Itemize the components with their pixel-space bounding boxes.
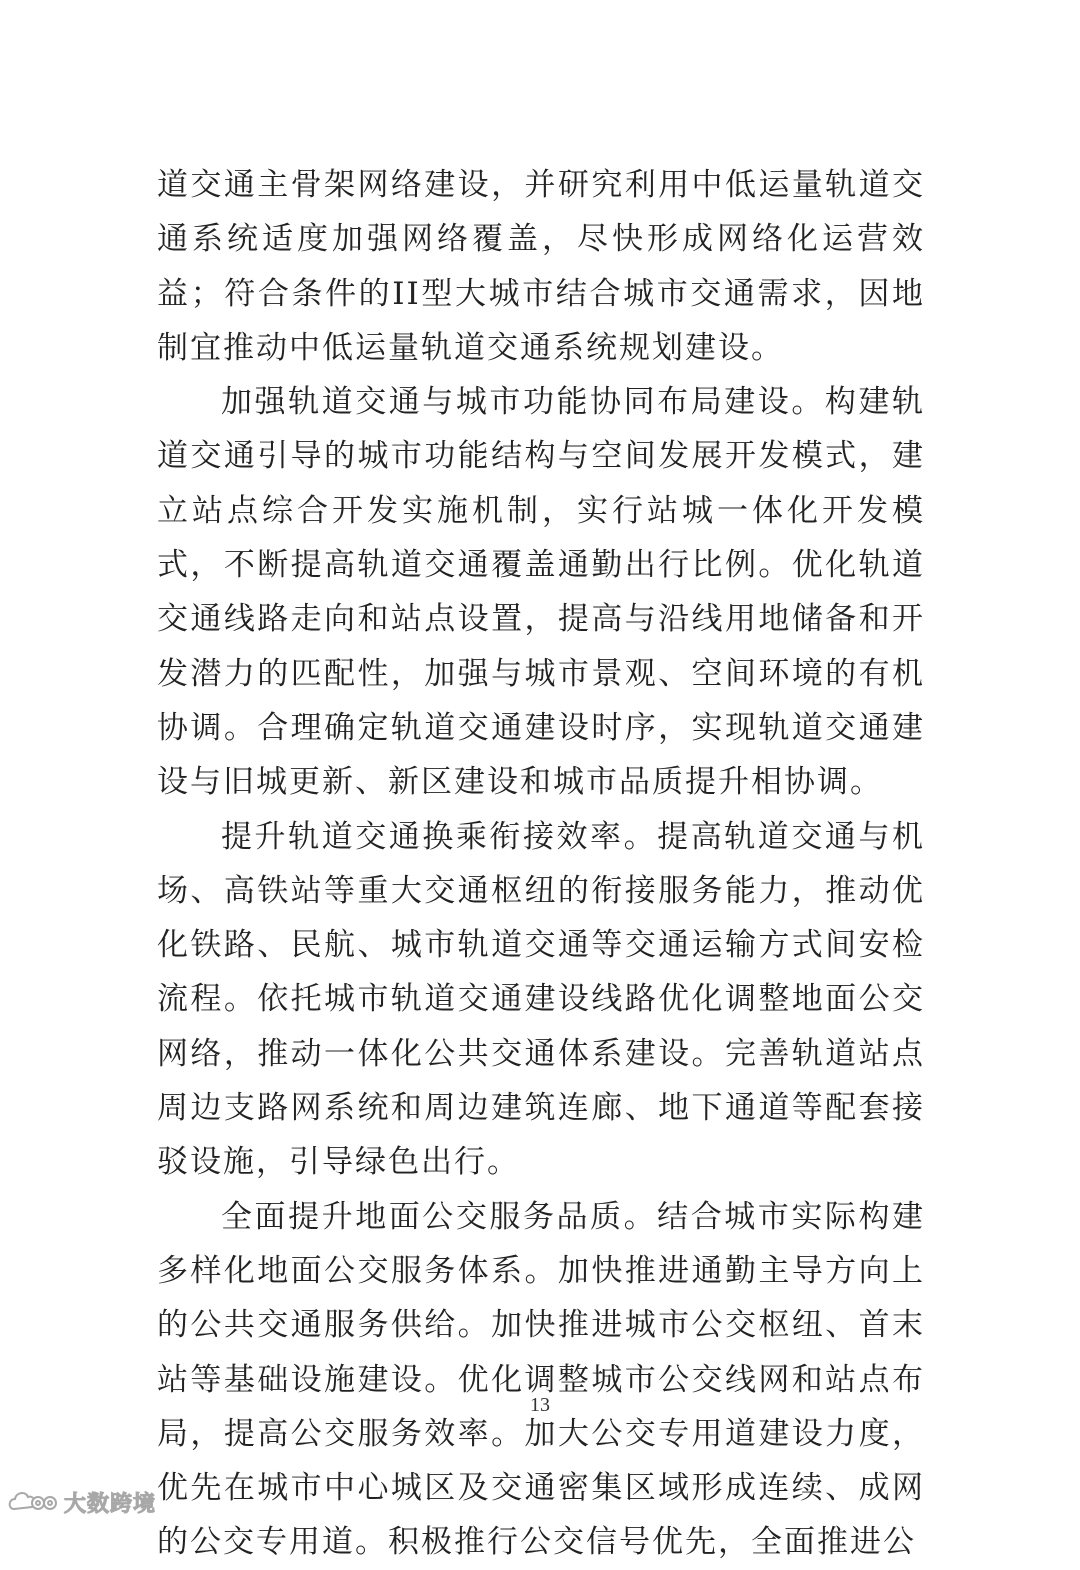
paragraph-4: 全面提升地面公交服务品质。结合城市实际构建多样化地面公交服务体系。加快推进通勤主导方向上的公共交通服务供给。加快推进城市公交枢纽、首末站等基础设施建设。优化调整城市公交线网和站点布局，提高公交服务效率。加大公交专用道建设力度，优先在城市中心城区及交通密集区域形成连续、成网的公交专用道。积极推行公交信号优先，全面推进公: [157, 1198, 925, 1561]
cloud-logo-icon: [6, 1487, 58, 1517]
paragraph-2: 加强轨道交通与城市功能协同布局建设。构建轨道交通引导的城市功能结构与空间发展开发模式，建立站点综合开发实施机制，实行站城一体化开发模式，不断提高轨道交通覆盖通勤出行比例。优化轨道交通线路走向和站点设置，提高与沿线用地储备和开发潜力的匹配性，加强与城市景观、空间环境的有机协调。合理确定轨道交通建设时序，实现轨道交通建设与旧城更新、新区建设和城市品质提升相协调。: [157, 384, 925, 801]
page-number: 13: [530, 1394, 550, 1416]
watermark: [6, 1482, 156, 1522]
paragraph-1: 道交通主骨架网络建设，并研究利用中低运量轨道交通系统适度加强网络覆盖，尽快形成网络化运营效益；符合条件的II型大城市结合城市交通需求，因地制宜推动中低运量轨道交通系统规划建设。: [157, 167, 925, 366]
watermark-text: 大数跨境: [64, 1491, 157, 1517]
document-body: [157, 158, 925, 1570]
paragraph-3: 提升轨道交通换乘衔接效率。提高轨道交通与机场、高铁站等重大交通枢纽的衔接服务能力，推动优化铁路、民航、城市轨道交通等交通运输方式间安检流程。依托城市轨道交通建设线路优化调整地面公交网络，推动一体化公共交通体系建设。完善轨道站点周边支路网系统和周边建筑连廊、地下通道等配套接驳设施，引导绿色出行。: [157, 818, 925, 1181]
